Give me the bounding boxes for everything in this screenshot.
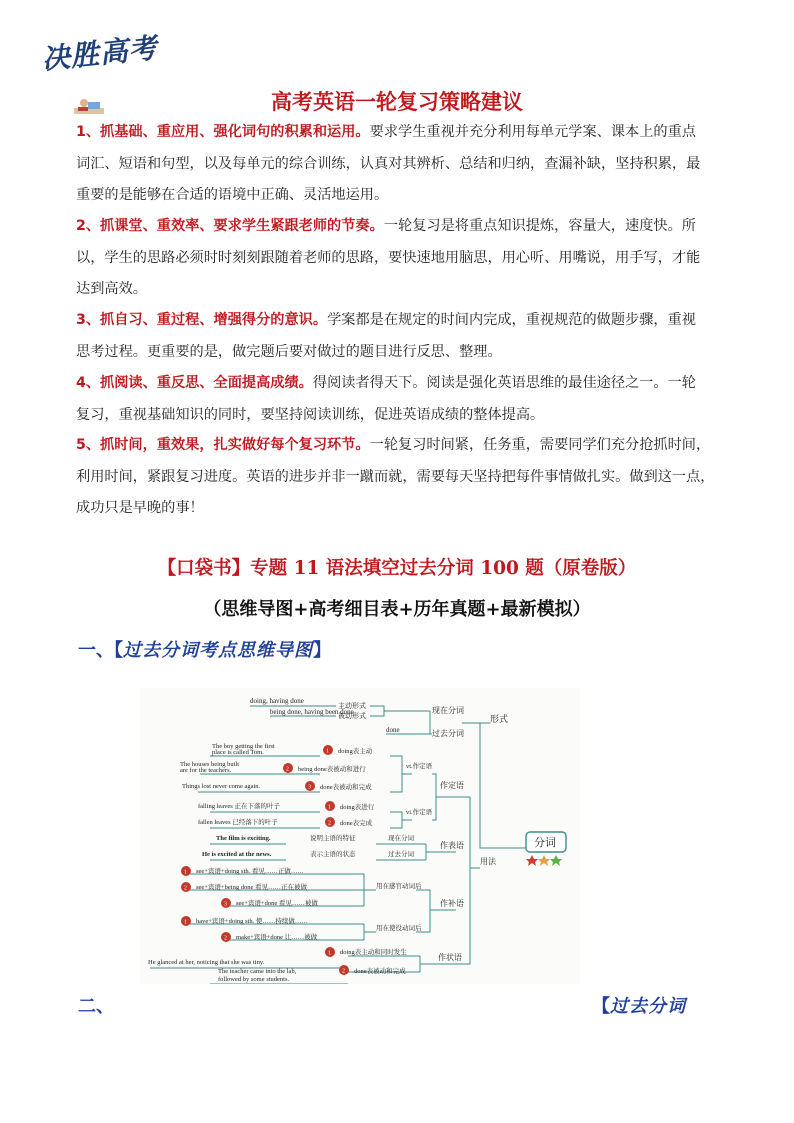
branch-usage: 用法 — [480, 857, 496, 866]
branch-comp: 作补语 — [440, 899, 464, 908]
attr-example: fallen leaves 已经落下的叶子 — [198, 819, 278, 826]
attr-number: 2 — [328, 820, 331, 827]
comp-number: 1 — [184, 919, 187, 926]
pred-tag: 说明主语的特征 — [310, 835, 356, 842]
attr-number: 1 — [326, 748, 329, 755]
mindmap-figure — [140, 688, 580, 984]
vt-label: vt.作定语 — [406, 763, 433, 770]
topic-title: 【口袋书】专题 11 语法填空过去分词 100 题（原卷版） — [157, 558, 637, 579]
branch-form: 形式 — [490, 714, 509, 724]
branch-pred: 作表语 — [440, 841, 464, 850]
attr-example: place is called Tom. — [212, 749, 264, 756]
attr-number: 3 — [308, 784, 311, 791]
form-example: done — [386, 726, 400, 734]
advice-paragraph-2: 2、抓课堂、重效率、要求学生紧跟老师的节奏。一轮复习是将重点知识提炼，容量大，速度快。所 以，学生的思路必须时时刻刻跟随着老师的思路，要快速地用脑思，用心听、用嘴说，用手写，才能 达到高效。 — [76, 218, 701, 297]
adv-example: He glanced at her, noticing that she was tiny. — [148, 959, 265, 966]
pred-example: He is excited at the news. — [202, 851, 272, 858]
attr-tag: doing表进行 — [340, 804, 375, 811]
comp-example: have+宾语+doing sth. 使……持续做…… — [196, 918, 308, 925]
attr-example: Things lost never come again. — [182, 783, 261, 790]
adv-tag: done表被动和完成 — [354, 968, 406, 975]
topic-subtitle: （思维导图+高考细目表+历年真题+最新模拟） — [203, 599, 591, 620]
form-tag: 被动形式 — [338, 712, 366, 720]
adv-number: 1 — [328, 950, 331, 957]
branch-attr: 作定语 — [440, 781, 464, 790]
comp-number: 1 — [184, 869, 187, 876]
pred-example: The film is exciting. — [216, 835, 271, 842]
attr-number: 2 — [286, 766, 289, 773]
form-example: being done, having been done — [270, 708, 354, 716]
comp-number: 2 — [184, 885, 187, 892]
mindmap-root: 分词 — [534, 837, 556, 849]
attr-tag: done表被动和完成 — [320, 784, 372, 791]
comp-number: 3 — [224, 901, 227, 908]
section-heading-2-number: 二、 — [78, 996, 114, 1017]
comp-tag: 用在使役动词后 — [376, 925, 422, 932]
pred-tag: 表示主语的状态 — [310, 851, 356, 858]
attr-tag: doing表主动 — [338, 748, 373, 755]
attr-number: 1 — [328, 804, 331, 811]
comp-example: see+宾语+doing sth. 看见……正做…… — [196, 868, 304, 875]
attr-example: are for the teachers. — [180, 767, 232, 774]
adv-tag: doing表主动和同时发生 — [340, 949, 407, 956]
attr-example: falling leaves 正在下落的叶子 — [198, 803, 280, 810]
comp-number: 2 — [224, 935, 227, 942]
advice-paragraph-5: 5、抓时间，重效果，扎实做好每个复习环节。一轮复习时间紧，任务重，需要同学们充分抢抓时间， 利用时间，紧跟复习进度。英语的进步并非一蹴而就，需要每天坚持把每件事情做扎实。做到这一点， 成功只是早晚的事！ — [76, 437, 715, 516]
form-tag: 主动形式 — [338, 702, 366, 710]
advice-paragraph-3: 3、抓自习、重过程、增强得分的意识。学案都是在规定的时间内完成，重视规范的做题步骤，重视 思考过程。更重要的是，做完题后要对做过的题目进行反思、整理。 — [76, 312, 696, 360]
comp-example: make+宾语+done 让……被做 — [236, 934, 318, 941]
attr-tag: being done表被动和进行 — [298, 766, 366, 773]
branch-present: 现在分词 — [432, 706, 464, 715]
form-example: doing, having done — [250, 697, 304, 705]
logo-text: 决胜高考 — [40, 31, 160, 77]
pred-kind: 过去分词 — [388, 851, 414, 858]
page-title: 高考英语一轮复习策略建议 — [271, 90, 523, 114]
comp-example: see+宾语+being done 看见……正在被做 — [196, 884, 307, 891]
branch-adv: 作状语 — [438, 953, 462, 962]
attr-example: The houses being built — [180, 761, 240, 768]
attr-tag: done表完成 — [340, 820, 373, 827]
comp-example: see+宾语+done 看见……被做 — [236, 900, 318, 907]
advice-paragraph-4: 4、抓阅读、重反思、全面提高成绩。得阅读者得天下。阅读是强化英语思维的最佳途径之一。一轮 复习，重视基础知识的同时，要坚持阅读训练，促进英语成绩的整体提高。 — [76, 375, 696, 423]
pred-kind: 现在分词 — [388, 835, 414, 842]
section-heading-2: 【过去分词 — [592, 996, 686, 1017]
adv-example: The teacher came into the lab, — [218, 968, 297, 975]
section-heading-1: 一、【过去分词考点思维导图】 — [78, 640, 331, 661]
comp-tag: 用在感官动词后 — [376, 883, 422, 890]
attr-example: The boy getting the first — [212, 743, 275, 750]
adv-number: 2 — [342, 968, 345, 975]
adv-example: followed by some students. — [218, 976, 290, 983]
advice-paragraph-1: 1、抓基础、重应用、强化词句的积累和运用。要求学生重视并充分利用每单元学案、课本上的重点 词汇、短语和句型，以及每单元的综合训练，认真对其辨析、总结和归纳，查漏补缺，坚持积累，最 重要的是能够在合适的语境中正确、灵活地运用。 — [76, 124, 701, 203]
vi-label: vi.作定语 — [406, 809, 433, 816]
branch-past: 过去分词 — [432, 729, 464, 738]
